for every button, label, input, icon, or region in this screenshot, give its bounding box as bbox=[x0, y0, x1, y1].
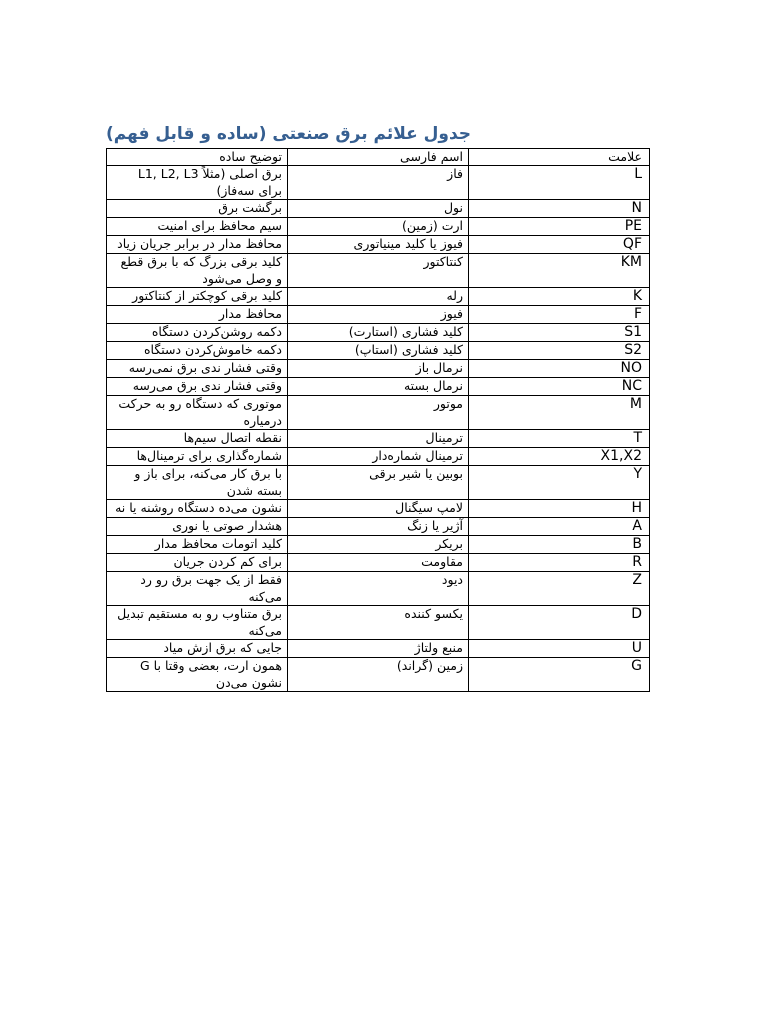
persian-name-cell: دیود bbox=[288, 572, 469, 606]
table-row bbox=[107, 572, 650, 606]
symbols-table bbox=[106, 148, 650, 692]
description-text: دکمه خاموش‌کردن دستگاه bbox=[143, 342, 282, 357]
persian-name-cell: یکسو کننده bbox=[288, 606, 469, 640]
description-text: شماره‌گذاری برای ترمینال‌ها bbox=[136, 448, 282, 463]
symbol-cell: QF bbox=[469, 236, 650, 254]
description-text: محافظ مدار bbox=[218, 306, 282, 321]
persian-name-cell: فیوز یا کلید مینیاتوری bbox=[288, 236, 469, 254]
description-cell bbox=[107, 430, 288, 448]
symbol-cell: KM bbox=[469, 254, 650, 288]
symbol-cell: B bbox=[469, 536, 650, 554]
table-row bbox=[107, 166, 650, 200]
description-text: برق اصلی (مثلاً L1, L2, L3 برای سه‌فاز) bbox=[137, 166, 282, 198]
description-cell bbox=[107, 166, 288, 200]
description-text: وقتی فشار ندی برق نمی‌رسه bbox=[128, 360, 282, 375]
symbol-cell: D bbox=[469, 606, 650, 640]
description-cell bbox=[107, 554, 288, 572]
table-row bbox=[107, 360, 650, 378]
description-cell bbox=[107, 342, 288, 360]
table-row bbox=[107, 448, 650, 466]
persian-name-cell: زمین (گراند) bbox=[288, 658, 469, 692]
table-header-row bbox=[107, 149, 650, 166]
description-text: کلید برقی کوچکتر از کنتاکتور bbox=[132, 288, 282, 303]
description-cell bbox=[107, 360, 288, 378]
description-cell bbox=[107, 218, 288, 236]
description-cell bbox=[107, 306, 288, 324]
table-row bbox=[107, 236, 650, 254]
persian-name-cell: بریکر bbox=[288, 536, 469, 554]
description-text: کلید برقی بزرگ که با برق قطع و وصل می‌شود bbox=[120, 254, 282, 286]
persian-name-cell: ترمینال شماره‌دار bbox=[288, 448, 469, 466]
table-row bbox=[107, 518, 650, 536]
symbol-cell: T bbox=[469, 430, 650, 448]
description-cell bbox=[107, 288, 288, 306]
table-row bbox=[107, 500, 650, 518]
description-text: موتوری که دستگاه رو به حرکت درمیاره bbox=[118, 396, 282, 428]
description-text: هشدار صوتی یا نوری bbox=[172, 518, 282, 533]
persian-name-cell: لامپ سیگنال bbox=[288, 500, 469, 518]
symbol-cell: Y bbox=[469, 466, 650, 500]
description-text: با برق کار می‌کنه، برای باز و بسته شدن bbox=[134, 466, 282, 498]
description-cell bbox=[107, 572, 288, 606]
description-cell bbox=[107, 606, 288, 640]
description-text: نشون می‌ده دستگاه روشنه یا نه bbox=[115, 500, 282, 515]
description-text: برگشت برق bbox=[218, 200, 282, 215]
table-row bbox=[107, 200, 650, 218]
page-title: جدول علائم برق صنعتی (ساده و قابل فهم) bbox=[106, 124, 472, 144]
persian-name-cell: فیوز bbox=[288, 306, 469, 324]
description-cell bbox=[107, 640, 288, 658]
table-row bbox=[107, 306, 650, 324]
description-cell bbox=[107, 324, 288, 342]
table-row bbox=[107, 378, 650, 396]
table-row bbox=[107, 466, 650, 500]
table-row bbox=[107, 288, 650, 306]
description-cell bbox=[107, 396, 288, 430]
symbol-cell: S1 bbox=[469, 324, 650, 342]
symbol-cell: K bbox=[469, 288, 650, 306]
description-text: سیم محافظ برای امنیت bbox=[157, 218, 282, 233]
description-cell bbox=[107, 378, 288, 396]
symbol-cell: PE bbox=[469, 218, 650, 236]
symbol-cell: U bbox=[469, 640, 650, 658]
table-row bbox=[107, 606, 650, 640]
persian-name-cell: ارت (زمین) bbox=[288, 218, 469, 236]
description-text: کلید اتومات محافظ مدار bbox=[154, 536, 282, 551]
description-text: وقتی فشار ندی برق می‌رسه bbox=[132, 378, 282, 393]
header-description: توضیح ساده bbox=[107, 149, 288, 166]
symbol-cell: L bbox=[469, 166, 650, 200]
symbol-cell: NC bbox=[469, 378, 650, 396]
description-cell bbox=[107, 236, 288, 254]
symbol-cell: F bbox=[469, 306, 650, 324]
persian-name-cell: بوبین یا شیر برقی bbox=[288, 466, 469, 500]
persian-name-cell: نرمال باز bbox=[288, 360, 469, 378]
table-row bbox=[107, 536, 650, 554]
table-row bbox=[107, 658, 650, 692]
table-row bbox=[107, 396, 650, 430]
description-cell bbox=[107, 254, 288, 288]
symbol-cell: R bbox=[469, 554, 650, 572]
persian-name-cell: کلید فشاری (استارت) bbox=[288, 324, 469, 342]
description-text: همون ارت، بعضی وقتا با G نشون می‌دن bbox=[140, 658, 282, 690]
symbol-cell: G bbox=[469, 658, 650, 692]
description-cell bbox=[107, 200, 288, 218]
description-cell bbox=[107, 500, 288, 518]
description-cell bbox=[107, 466, 288, 500]
symbol-cell: H bbox=[469, 500, 650, 518]
table-row bbox=[107, 554, 650, 572]
persian-name-cell: رله bbox=[288, 288, 469, 306]
description-cell bbox=[107, 536, 288, 554]
persian-name-cell: کنتاکتور bbox=[288, 254, 469, 288]
header-persian-name: اسم فارسی bbox=[288, 149, 469, 166]
description-text: فقط از یک جهت برق رو رد می‌کنه bbox=[140, 572, 282, 604]
symbol-cell: S2 bbox=[469, 342, 650, 360]
symbol-cell: N bbox=[469, 200, 650, 218]
table-row bbox=[107, 324, 650, 342]
persian-name-cell: منبع ولتاژ bbox=[288, 640, 469, 658]
description-cell bbox=[107, 448, 288, 466]
description-text: نقطه اتصال سیم‌ها bbox=[183, 430, 282, 445]
symbol-cell: A bbox=[469, 518, 650, 536]
persian-name-cell: نرمال بسته bbox=[288, 378, 469, 396]
description-cell bbox=[107, 518, 288, 536]
persian-name-cell: مقاومت bbox=[288, 554, 469, 572]
persian-name-cell: موتور bbox=[288, 396, 469, 430]
description-text: محافظ مدار در برابر جریان زیاد bbox=[117, 236, 282, 251]
persian-name-cell: ترمینال bbox=[288, 430, 469, 448]
table-row bbox=[107, 640, 650, 658]
header-symbol: علامت bbox=[469, 149, 650, 166]
symbol-cell: NO bbox=[469, 360, 650, 378]
description-text: برای کم کردن جریان bbox=[173, 554, 282, 569]
description-cell bbox=[107, 658, 288, 692]
description-text: جایی که برق ازش میاد bbox=[163, 640, 282, 655]
symbol-cell: Z bbox=[469, 572, 650, 606]
persian-name-cell: آژیر یا زنگ bbox=[288, 518, 469, 536]
table-row bbox=[107, 342, 650, 360]
persian-name-cell: فاز bbox=[288, 166, 469, 200]
symbols-table-body bbox=[107, 149, 650, 692]
symbol-cell: X1,X2 bbox=[469, 448, 650, 466]
table-row bbox=[107, 218, 650, 236]
symbol-cell: M bbox=[469, 396, 650, 430]
persian-name-cell: نول bbox=[288, 200, 469, 218]
description-text: دکمه روشن‌کردن دستگاه bbox=[151, 324, 282, 339]
persian-name-cell: کلید فشاری (استاپ) bbox=[288, 342, 469, 360]
table-row bbox=[107, 254, 650, 288]
table-row bbox=[107, 430, 650, 448]
description-text: برق متناوب رو به مستقیم تبدیل می‌کنه bbox=[117, 606, 282, 638]
